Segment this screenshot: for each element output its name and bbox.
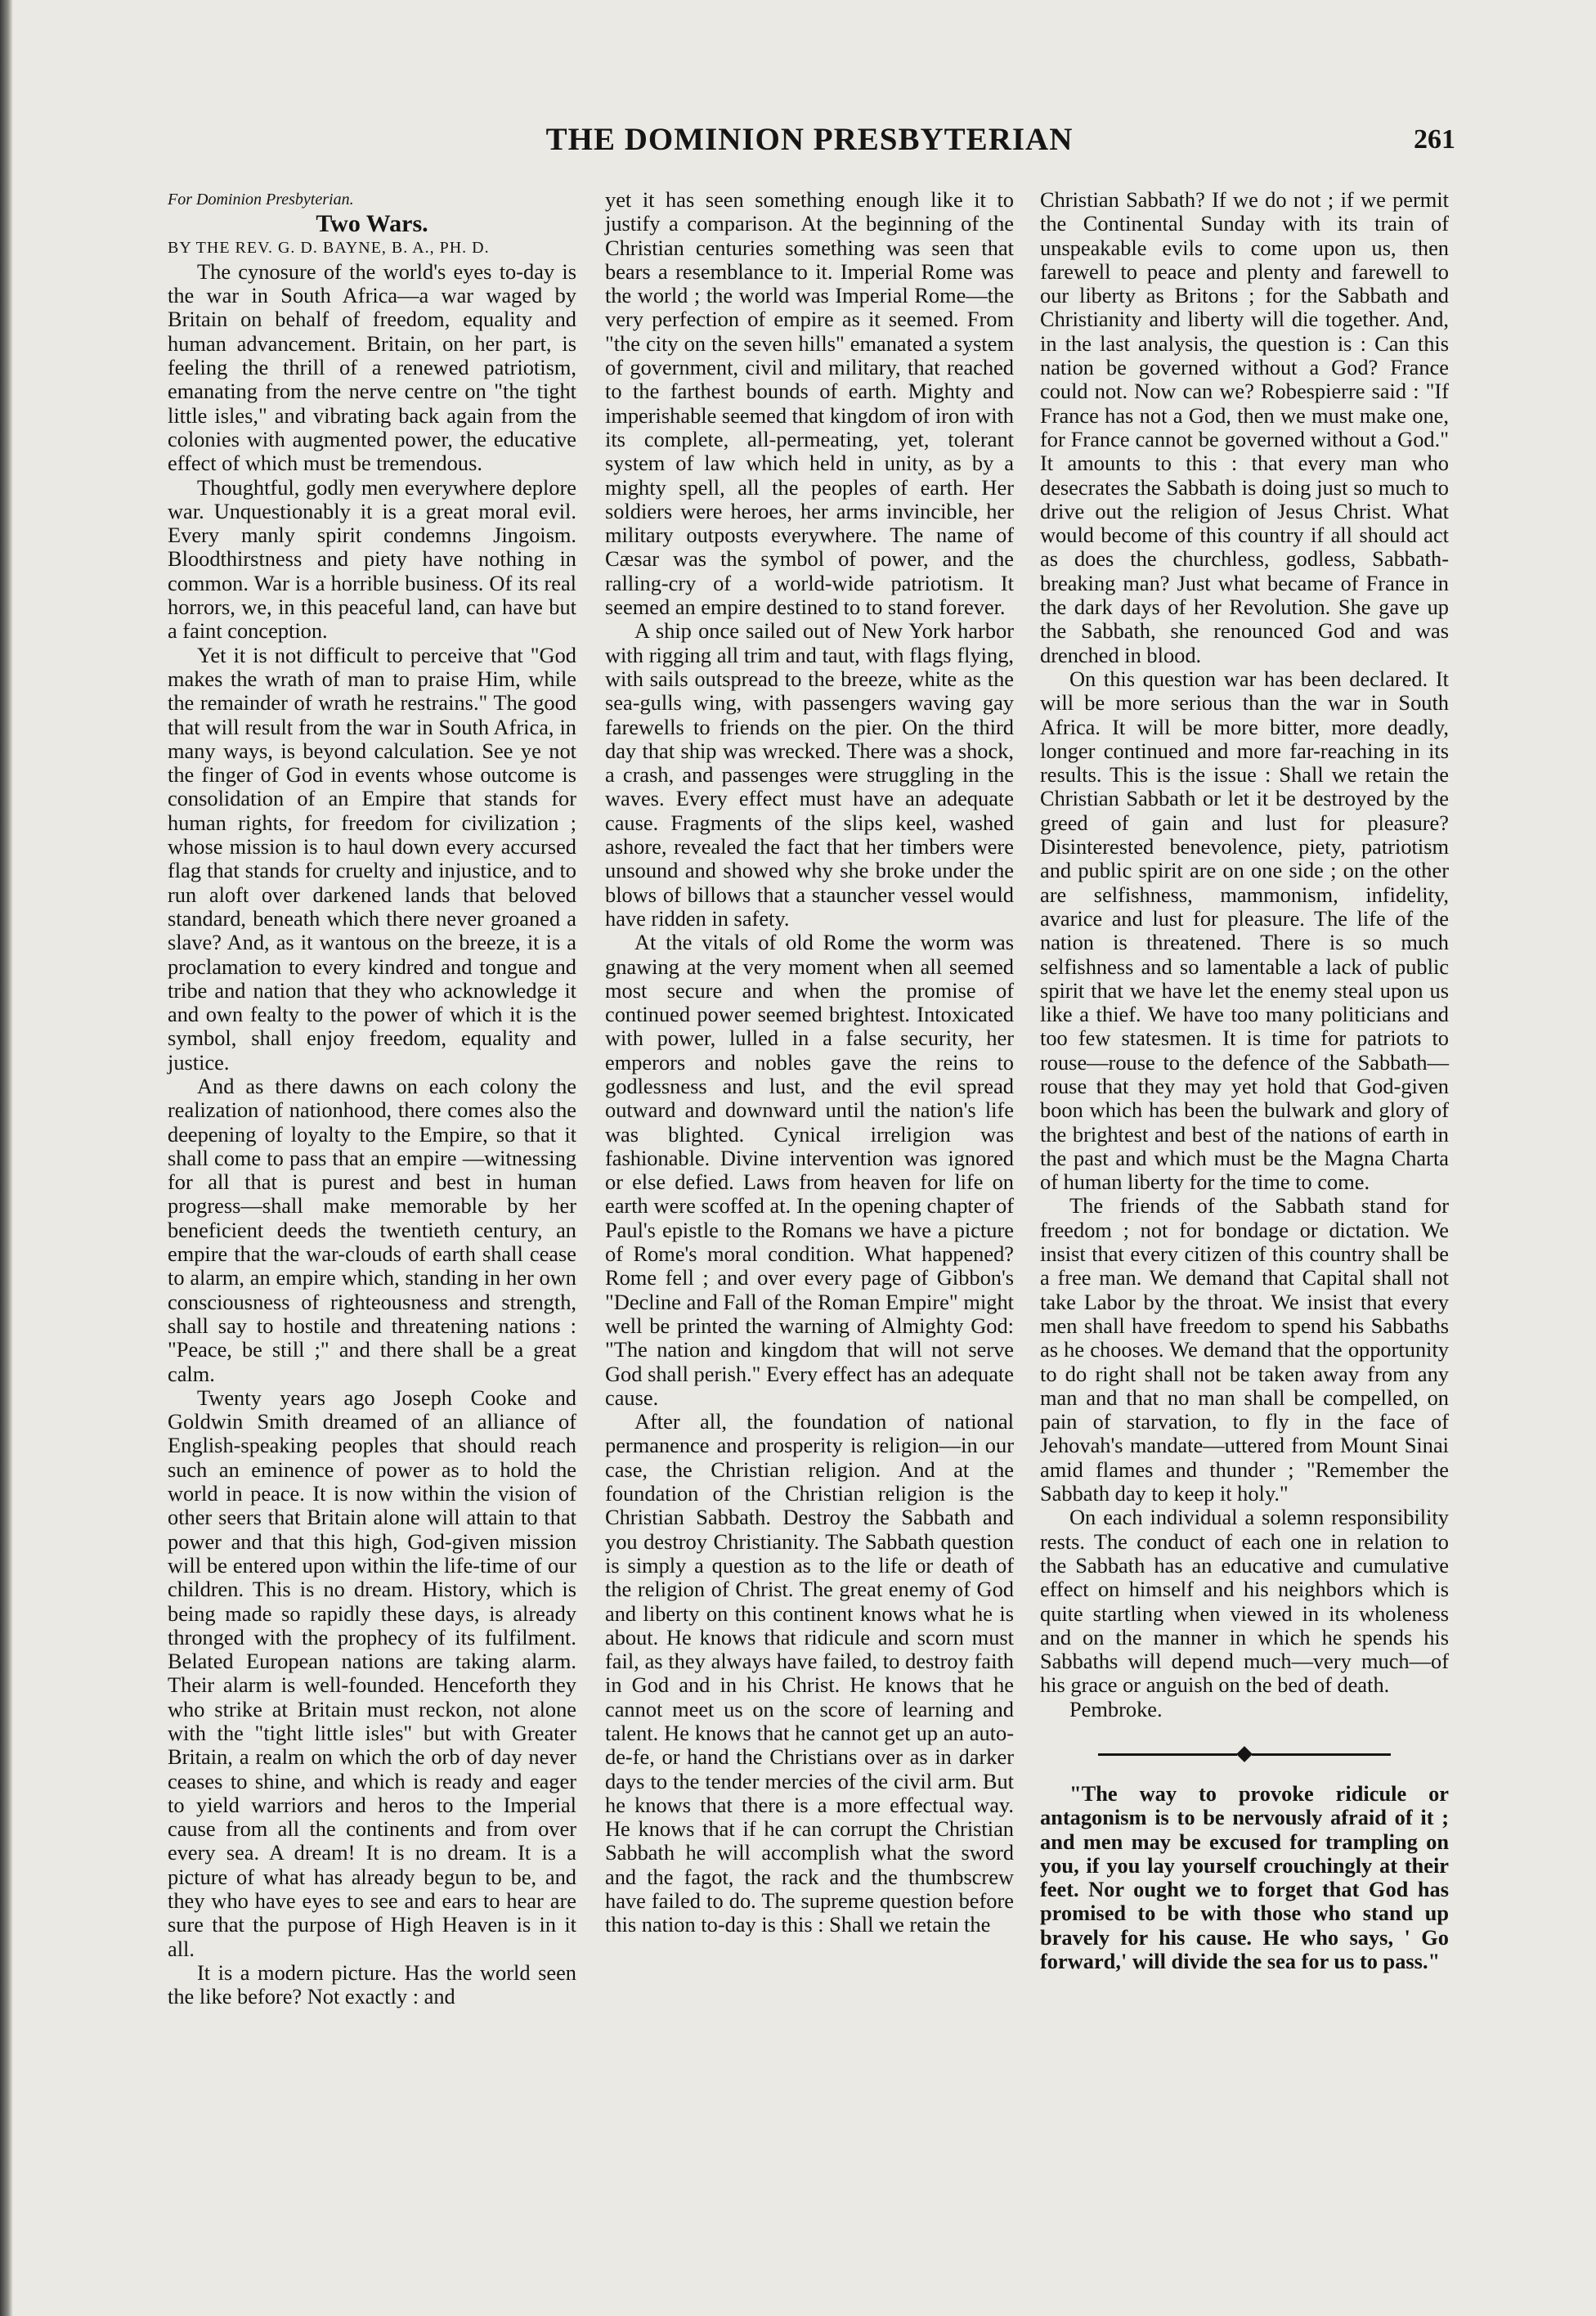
article-byline: BY THE REV. G. D. BAYNE, B. A., PH. D. bbox=[168, 238, 490, 257]
paragraph: Christian Sabbath? If we do not ; if we permit the Continental Sunday with its train of unspeakable evils to come upon us, then farewell to peace and plenty and farewell to our liberty as Britons ; for the Sabbath and Christianity and liberty will die together. And, in the last analysis, the question is : Can this nation be governed without a God? France could not. Now can we? Robespierre said : "If France has not a God, then we must make one, for France cannot be governed without a God." It amounts to this : that every man who desecrates the Sabbath is doing just so much to drive out the religion of Jesus Christ. What would become of this country if all should act as does the churchless, godless, Sabbath-breaking man? Just what became of France in the dark days of her Revolution. She gave up the Sabbath, she renounced God and was drenched in blood. bbox=[1040, 187, 1449, 667]
paragraph: A ship once sailed out of New York harbor with rigging all trim and taut, with flags flying, with sails outspread to the breeze, white as the sea-gulls wing, with passengers waving gay farewells to friends on the pier. On the third day that ship was wrecked. There was a shock, a crash, and passenges were struggling in the waves. Every effect must have an adequate cause. Fragments of the slips keel, washed ashore, revealed the fact that her timbers were unsound and showed why she broke under the blows of billows that a stauncher vessel would have ridden in safety. bbox=[605, 618, 1014, 931]
page-number: 261 bbox=[1414, 124, 1455, 155]
paragraph: yet it has seen something enough like it to justify a comparison. At the beginning of the Christian centuries something was seen that bears a resemblance to it. Imperial Rome was the world ; the world was Imperial Rome—the very perfection of empire as it seemed. From "the city on the seven hills" emanated a system of government, civil and military, that reached to the farthest bounds of earth. Mighty and imperishable seemed that kingdom of iron with its complete, all-permeating, yet, tolerant system of law which held in unity, as by a mighty spell, all the peoples of earth. Her soldiers were heroes, her arms invincible, her military outposts everywhere. The name of Cæsar was the symbol of power, and the ralling-cry of a world-wide patriotism. It seemed an empire destined to to stand forever. bbox=[605, 187, 1014, 620]
article-title: Two Wars. bbox=[316, 210, 428, 238]
paragraph: At the vitals of old Rome the worm was gnawing at the very moment when all seemed most secure and when the promise of continued power seemed brightest. Intoxicated with power, lulled in a false security, her emperors and nobles gave the reins to godlessness and lust, and the evil spread outward and downward until the nation's life was blighted. Cynical irreligion was fashionable. Divine intervention was ignored or else defied. Laws from heaven for life on earth were scoffed at. In the opening chapter of Paul's epistle to the Romans we have a picture of Rome's moral condition. What happened? Rome fell ; and over every page of Gibbon's "Decline and Fall of the Roman Empire" might well be printed the warning of Almighty God: "The nation and kingdom that will not serve God shall perish." Every effect has an adequate cause. bbox=[605, 930, 1014, 1410]
paragraph: The cynosure of the world's eyes to-day is the war in South Africa—a war waged by Britain on behalf of freedom, equality and human advancement. Britain, on her part, is feeling the thrill of a renewed patriotism, emanating from the nerve centre on "the tight little isles," and vibrating back again from the colonies with augmented power, the educative effect of which must be tremendous. bbox=[168, 258, 576, 476]
divider-rule bbox=[1252, 1753, 1391, 1756]
paragraph: On each individual a solemn responsibility rests. The conduct of each one in relation to the Sabbath has an educative and cumulative effect on himself and his neighbors which is quite startling when viewed in its wholeness and on the manner in which he spends his Sabbaths will depend much—very much—of his grace or anguish on the bed of death. bbox=[1040, 1505, 1449, 1698]
paragraph: On this question war has been declared. It will be more serious than the war in South Africa. It will be more bitter, more deadly, longer continued and more far-reaching in its results. This is the issue : Shall we retain the Christian Sabbath or let it be destroyed by the greed of gain and lust for pleasure? Disinterested benevolence, piety, patriotism and public spirit are on one side ; on the other are selfishness, mammonism, infidelity, avarice and lust for pleasure. The life of the nation is threatened. There is so much selfishness and so lamentable a lack of public spirit that we have let the enemy steal upon us like a thief. We have too many politicians and too few statesmen. It is time for patriots to rouse—rouse to the defence of the Sabbath—rouse that they may yet hold that God-given boon which has been the bulwark and glory of the brightest and best of the nations of earth in the past and which must be the Magna Charta of human liberty for the time to come. bbox=[1040, 666, 1449, 1195]
column-3 bbox=[1040, 188, 1449, 1973]
column-2 bbox=[605, 188, 1014, 1937]
paragraph: It is a modern picture. Has the world seen the like before? Not exactly : and bbox=[168, 1959, 576, 2009]
paragraph: Yet it is not difficult to perceive that "God makes the wrath of man to praise Him, while the remainder of wrath he restrains." The good that will result from the war in South Africa, in many ways, is beyond calculation. See ye not the finger of God in events whose outcome is consolidation of an Empire that stands for human rights, for freedom for civilization ; whose mission is to haul down every accursed flag that stands for cruelty and injustice, and to run aloft over darkened lands that beloved standard, beneath which there never groaned a slave? And, as it wantous on the breeze, it is a proclamation to every kindred and tongue and tribe and nation that they who acknowledge it and own fealty to the power of which it is the symbol, shall enjoy freedom, equality and justice. bbox=[168, 642, 576, 1075]
page-header bbox=[172, 121, 1455, 160]
paragraph: The friends of the Sabbath stand for freedom ; not for bondage or dictation. We insist that every citizen of this country shall be a free man. We demand that Capital shall not take Labor by the throat. We insist that every men shall have freedom to spend his Sabbaths as he chooses. We demand that the opportunity to do right shall not be taken away from any man and that no man shall be compelled, on pain of starvation, to fly in the face of Jehovah's mandate—uttered from Mount Sinai amid flames and thunder ; "Remember the Sabbath day to keep it holy." bbox=[1040, 1193, 1449, 1506]
column-1 bbox=[168, 188, 576, 2009]
quote-text: "The way to provoke ridicule or antagonism is to be nervously afraid of it ; and men may be excused for trampling on you, if you lay yourself crouchingly at their feet. Nor ought we to forget that God has promised to be with those who stand up bravely for his cause. He who says, ' Go forward,' will divide the sea for us to pass." bbox=[1040, 1781, 1449, 1974]
page-binding-edge bbox=[0, 0, 13, 2316]
paragraph: Twenty years ago Joseph Cooke and Goldwin Smith dreamed of an alliance of English-speaking peoples that should reach such an eminence of power as to hold the world in peace. It is now within the vision of other seers that Britain alone will attain to that power and that this high, God-given mission will be entered upon within the life-time of our children. This is no dream. History, which is being made so rapidly these days, is already thronged with the prophecy of its fulfilment. Belated European nations are taking alarm. Their alarm is well-founded. Henceforth they who strike at Britain must reckon, not alone with the "tight little isles" but with Greater Britain, a realm on which the orb of day never ceases to shine, and which is ready and eager to yield warriors and heros to the Imperial cause from all the continents and from over every sea. A dream! It is no dream. It is a picture of what has already begun to be, and they who have eyes to see and ears to hear are sure that the purpose of High Heaven is in it all. bbox=[168, 1385, 576, 1961]
closing-quote bbox=[1040, 1782, 1449, 1973]
divider-diamond bbox=[1236, 1746, 1253, 1762]
publication-title: THE DOMINION PRESBYTERIAN bbox=[545, 122, 1074, 157]
section-divider bbox=[1040, 1746, 1449, 1762]
paragraph: Thoughtful, godly men everywhere deplore war. Unquestionably it is a great moral evil. Every manly spirit condemns Jingoism. Bloodthirstness and piety have nothing in common. War is a horrible business. Of its real horrors, we, in this peaceful land, can have but a faint conception. bbox=[168, 474, 576, 644]
divider-rule bbox=[1098, 1753, 1237, 1756]
paragraph: After all, the foundation of national permanence and prosperity is religion—in our case, the Christian religion. And at the foundation of the Christian religion is the Christian Sabbath. Destroy the Sabbath and you destroy Christianity. The Sabbath question is simply a question as to the life or death of the religion of Christ. The great enemy of God and liberty on this continent knows what he is about. He knows that ridicule and scorn must fail, as they always have failed, to destroy faith in God and in his Christ. He knows that he cannot meet us on the score of learning and talent. He knows that he cannot get up an auto-de-fe, or hand the Christians over as in darker days to the tender mercies of the civil arm. But he knows that there is a more effectual way. He knows that if he can corrupt the Christian Sabbath he will accomplish what the sword and the fagot, the rack and the thumbscrew have failed to do. The supreme question before this nation to-day is this : Shall we retain the bbox=[605, 1409, 1014, 1937]
article-signature: Pembroke. bbox=[1069, 1696, 1163, 1721]
paragraph: And as there dawns on each colony the realization of nationhood, there comes also the deepening of loyalty to the Empire, so that it shall come to pass that an empire —witnessing for all that is purest and best in human progress—shall make memorable by her beneficient deeds the twentieth century, an empire that the war-clouds of earth shall cease to alarm, an empire which, standing in her own consciousness of righteousness and strength, shall say to hostile and threatening nations : "Peace, be still ;" and there shall be a great calm. bbox=[168, 1073, 576, 1386]
article-kicker: For Dominion Presbyterian. bbox=[168, 191, 354, 209]
